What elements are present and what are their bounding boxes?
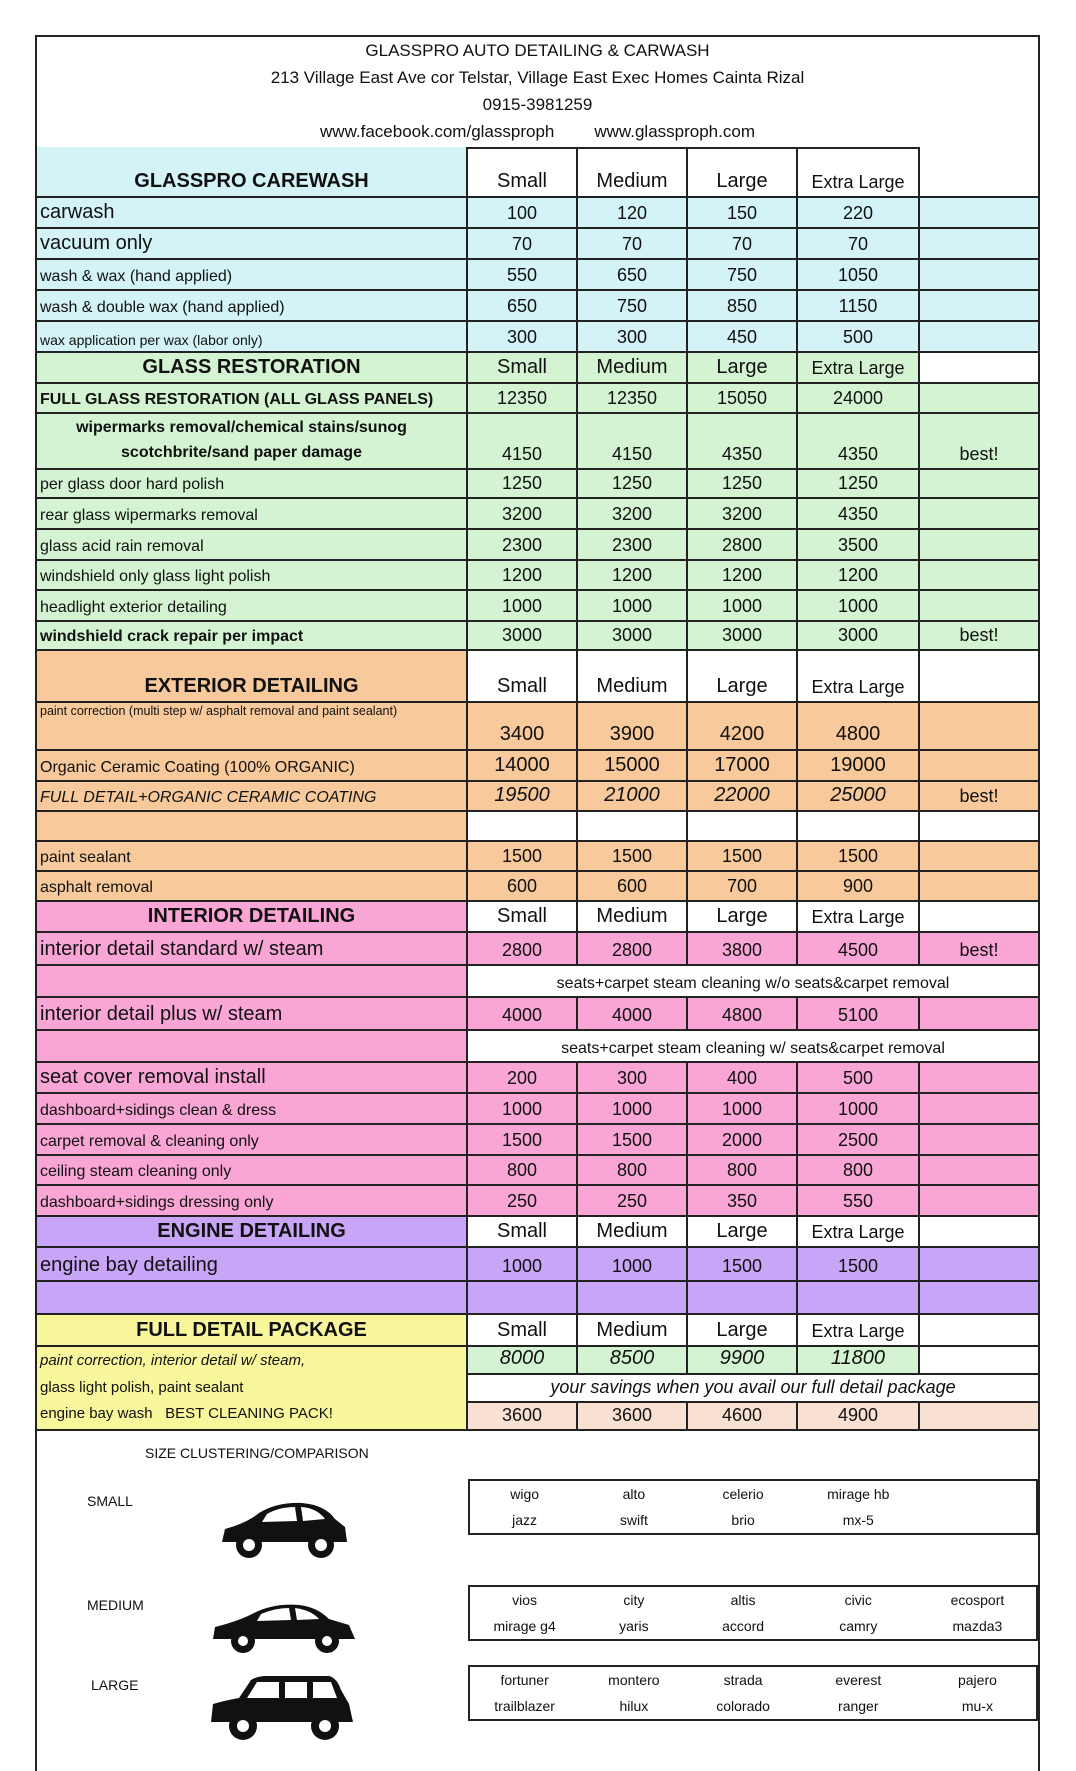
savings-note-row: your savings when you avail our full detail package xyxy=(468,1375,1038,1403)
col-small: Small xyxy=(468,147,578,196)
car-model-cell: ecosport xyxy=(950,1592,1005,1608)
best-badge: best! xyxy=(959,786,999,806)
package-price-row: 8000 8500 9900 11800 xyxy=(468,1347,1038,1375)
best-badge: best! xyxy=(959,444,999,464)
size-row xyxy=(470,1481,1036,1507)
size-label-medium: MEDIUM xyxy=(87,1597,144,1613)
car-model-cell xyxy=(919,1507,1036,1533)
table-row: headlight exterior detailing 1000 1000 1000 1000 xyxy=(37,591,1038,622)
car-model-cell: fortuner xyxy=(500,1672,549,1688)
table-row: carwash 100 120 150 220 xyxy=(37,198,1038,229)
car-model-cell: pajero xyxy=(957,1672,997,1688)
table-row: windshield only glass light polish 1200 1200 1200 1200 xyxy=(37,561,1038,591)
car-model-cell: mirage hb xyxy=(827,1486,890,1502)
size-table-large xyxy=(468,1665,1038,1721)
carwash-header-row xyxy=(37,147,1038,198)
section-title-engine: ENGINE DETAILING xyxy=(37,1217,468,1246)
table-row: dashboard+sidings dressing only 250 250 350 550 xyxy=(37,1186,1038,1217)
package-description: paint correction, interior detail w/ steam, glass light polish, paint sealant engine bay wash BEST CLEANING PACK! xyxy=(37,1347,468,1431)
best-badge: best! xyxy=(959,625,999,645)
car-model-cell: brio xyxy=(731,1512,755,1528)
table-row: dashboard+sidings clean & dress 1000 1000 1000 1000 xyxy=(37,1094,1038,1125)
business-header xyxy=(37,37,1038,149)
car-model-cell: swift xyxy=(619,1512,648,1528)
table-row: engine bay detailing 1000 1000 1500 1500 xyxy=(37,1248,1038,1282)
car-model-cell: vios xyxy=(512,1592,538,1608)
car-model-cell xyxy=(919,1481,1036,1507)
glass-header-row: GLASS RESTORATION Small Medium Large Extra Large xyxy=(37,353,1038,384)
car-model-cell: strada xyxy=(723,1672,763,1688)
website-link[interactable]: www.glassproph.com xyxy=(594,122,755,141)
table-row: FULL DETAIL+ORGANIC CERAMIC COATING 19500 21000 22000 25000 best! xyxy=(37,782,1038,812)
table-row: Organic Ceramic Coating (100% ORGANIC) 14000 15000 17000 19000 xyxy=(37,751,1038,782)
col-large: Large xyxy=(688,147,798,196)
price-sheet xyxy=(35,35,1040,1771)
table-row: wax application per wax (labor only) 300 300 450 500 xyxy=(37,322,1038,353)
package-header-row: FULL DETAIL PACKAGE Small Medium Large Extra Large xyxy=(37,1315,1038,1347)
car-model-cell: mx-5 xyxy=(842,1512,874,1528)
business-address: 213 Village East Ave cor Telstar, Village East Exec Homes Cainta Rizal xyxy=(270,68,805,87)
table-row: asphalt removal 600 600 700 900 xyxy=(37,872,1038,902)
table-row: carpet removal & cleaning only 1500 1500 2000 2500 xyxy=(37,1125,1038,1156)
section-title-interior: INTERIOR DETAILING xyxy=(37,902,468,931)
car-model-cell: civic xyxy=(844,1592,872,1608)
table-row: vacuum only 70 70 70 70 xyxy=(37,229,1038,260)
note-row: seats+carpet steam cleaning w/o seats&carpet removal xyxy=(37,966,1038,998)
table-row: rear glass wipermarks removal 3200 3200 3200 4350 xyxy=(37,499,1038,530)
car-model-cell: ranger xyxy=(838,1698,879,1714)
car-model-cell: alto xyxy=(622,1486,646,1502)
car-model-cell: mirage g4 xyxy=(493,1618,556,1634)
size-row xyxy=(470,1613,1036,1639)
car-model-cell: trailblazer xyxy=(494,1698,555,1714)
col-xl: Extra Large xyxy=(798,147,920,196)
facebook-link[interactable]: www.facebook.com/glassproph xyxy=(320,122,555,141)
size-table-small xyxy=(468,1479,1038,1535)
table-row: wash & wax (hand applied) 550 650 750 1050 xyxy=(37,260,1038,291)
table-row: interior detail standard w/ steam 2800 2800 3800 4500 best! xyxy=(37,933,1038,966)
car-model-cell: everest xyxy=(835,1672,882,1688)
business-phone: 0915-3981259 xyxy=(482,95,593,114)
exterior-header-row: EXTERIOR DETAILING Small Medium Large Extra Large xyxy=(37,651,1038,703)
car-model-cell: colorado xyxy=(716,1698,770,1714)
interior-header-row: INTERIOR DETAILING Small Medium Large Extra Large xyxy=(37,902,1038,933)
size-row xyxy=(470,1507,1036,1533)
table-row: ceiling steam cleaning only 800 800 800 800 xyxy=(37,1156,1038,1186)
sedan-car-icon xyxy=(209,1599,359,1659)
size-label-small: SMALL xyxy=(87,1493,133,1509)
table-row: wipermarks removal/chemical stains/sunog scotchbrite/sand paper damage 4150 4150 4350 4350 best! xyxy=(37,414,1038,470)
car-model-cell: wigo xyxy=(510,1486,540,1502)
table-row: per glass door hard polish 1250 1250 1250 1250 xyxy=(37,470,1038,499)
car-model-cell: montero xyxy=(608,1672,660,1688)
best-badge: best! xyxy=(959,940,999,960)
car-model-cell: yaris xyxy=(619,1618,649,1634)
suv-car-icon xyxy=(207,1670,357,1750)
car-model-cell: accord xyxy=(722,1618,765,1634)
table-row: windshield crack repair per impact 3000 3000 3000 3000 best! xyxy=(37,622,1038,651)
col-medium: Medium xyxy=(578,147,688,196)
table-row: interior detail plus w/ steam 4000 4000 4800 5100 xyxy=(37,998,1038,1031)
size-row xyxy=(470,1693,1036,1719)
note-row: seats+carpet steam cleaning w/ seats&carpet removal xyxy=(37,1031,1038,1063)
car-model-cell: city xyxy=(623,1592,645,1608)
engine-header-row: ENGINE DETAILING Small Medium Large Extra Large xyxy=(37,1217,1038,1248)
size-comparison-title: SIZE CLUSTERING/COMPARISON xyxy=(145,1445,369,1461)
section-title-glass: GLASS RESTORATION xyxy=(37,353,468,382)
table-row: FULL GLASS RESTORATION (ALL GLASS PANELS) 12350 12350 15050 24000 xyxy=(37,384,1038,414)
table-row: paint correction (multi step w/ asphalt removal and paint sealant) 3400 3900 4200 4800 xyxy=(37,703,1038,751)
spacer-row xyxy=(37,1282,1038,1315)
size-row xyxy=(470,1587,1036,1613)
car-model-cell: mu-x xyxy=(961,1698,993,1714)
business-name: GLASSPRO AUTO DETAILING & CARWASH xyxy=(365,41,710,60)
hatchback-car-icon xyxy=(217,1497,352,1567)
table-row: seat cover removal install 200 300 400 500 xyxy=(37,1063,1038,1094)
size-label-large: LARGE xyxy=(91,1677,139,1693)
section-title-carwash: GLASSPRO CAREWASH xyxy=(37,147,468,196)
car-model-cell: altis xyxy=(730,1592,756,1608)
spacer-row xyxy=(37,812,1038,842)
size-row xyxy=(470,1667,1036,1693)
section-title-exterior: EXTERIOR DETAILING xyxy=(37,651,468,701)
car-model-cell: celerio xyxy=(722,1486,764,1502)
table-row: glass acid rain removal 2300 2300 2800 3500 xyxy=(37,530,1038,561)
car-model-cell: camry xyxy=(839,1618,878,1634)
table-row: wash & double wax (hand applied) 650 750 850 1150 xyxy=(37,291,1038,322)
car-model-cell: mazda3 xyxy=(952,1618,1003,1634)
car-model-cell: jazz xyxy=(512,1512,538,1528)
table-row: paint sealant 1500 1500 1500 1500 xyxy=(37,842,1038,872)
section-title-package: FULL DETAIL PACKAGE xyxy=(37,1315,468,1345)
savings-row: 3600 3600 4600 4900 xyxy=(468,1403,1038,1431)
car-model-cell: hilux xyxy=(619,1698,649,1714)
size-table-medium xyxy=(468,1585,1038,1641)
